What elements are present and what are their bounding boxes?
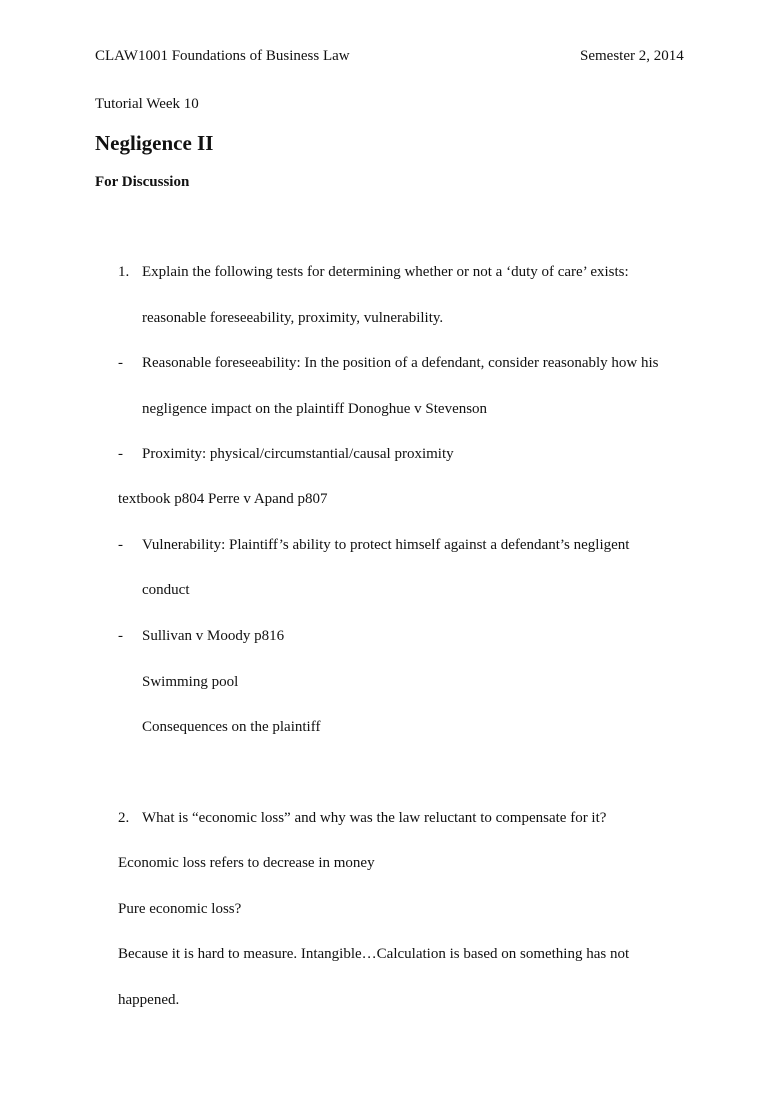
bullet-dash: - [118, 446, 123, 462]
section-heading: For Discussion [95, 174, 190, 190]
note-textbook: textbook p804 Perre v Apand p807 [118, 491, 328, 507]
note-foreseeability-2: negligence impact on the plaintiff Donoghue v Stevenson [142, 401, 488, 417]
note-swimming-pool: Swimming pool [142, 674, 239, 690]
answer-line-3: Because it is hard to measure. Intangible…Calculation is based on something has not [118, 946, 630, 962]
note-sullivan: Sullivan v Moody p816 [142, 628, 285, 644]
q2-text: What is “economic loss” and why was the law reluctant to compensate for it? [142, 810, 607, 826]
note-vulnerability-2: conduct [142, 582, 190, 598]
note-proximity: Proximity: physical/circumstantial/causal proximity [142, 446, 454, 462]
tutorial-label: Tutorial Week 10 [95, 96, 199, 112]
header-semester: Semester 2, 2014 [580, 48, 684, 64]
bullet-dash: - [118, 355, 123, 371]
answer-line-4: happened. [118, 992, 180, 1008]
answer-line-1: Economic loss refers to decrease in money [118, 855, 375, 871]
note-consequences: Consequences on the plaintiff [142, 719, 321, 735]
q1-line1: Explain the following tests for determining whether or not a ‘duty of care’ exists: [142, 264, 629, 280]
answer-line-2: Pure economic loss? [118, 901, 242, 917]
bullet-dash: - [118, 537, 123, 553]
note-foreseeability-1: Reasonable foreseeability: In the position of a defendant, consider reasonably how his [142, 355, 659, 371]
header-course: CLAW1001 Foundations of Business Law [95, 48, 350, 64]
q1-number: 1. [118, 264, 130, 280]
q2-number: 2. [118, 810, 130, 826]
q1-line2: reasonable foreseeability, proximity, vulnerability. [142, 310, 444, 326]
note-vulnerability-1: Vulnerability: Plaintiff’s ability to protect himself against a defendant’s negligent [142, 537, 630, 553]
page-title: Negligence II [95, 131, 214, 155]
bullet-dash: - [118, 628, 123, 644]
